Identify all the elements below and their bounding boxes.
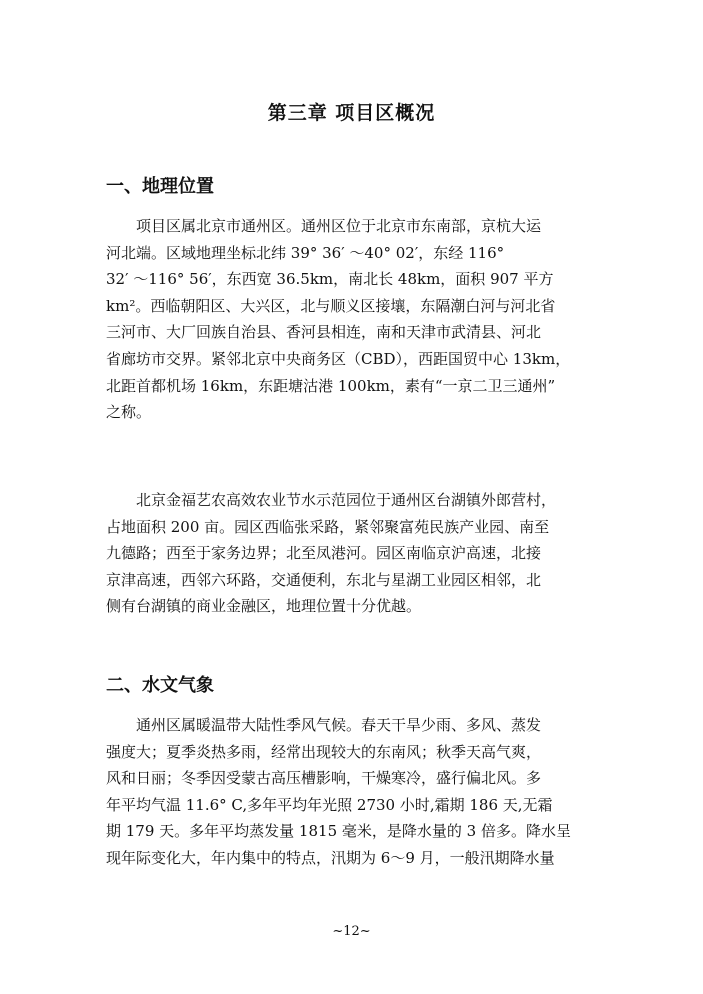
paragraph-climate-1: 通州区属暖温带大陆性季风气候。春天干旱少雨、多风、蒸发 强度大；夏季炎热多雨，经常出现较大的东南风；秋季天高气爽， 风和日丽；冬季因受蒙古高压槽影响，干燥寒冷，盛行偏北风。多 年平均气温 11.6° C,多年平均年光照 2730 小时,霜期 186 天,无霜 期 179 天。多年平均蒸发量 1815 毫米，是降水量的 3 倍多。降水呈 现年际变化大，年内集中的特点，汛期为 6～9 月，一般汛期降水量 bbox=[106, 716, 571, 867]
section-heading-location: 一、地理位置 bbox=[106, 176, 214, 197]
chapter-title: 第三章 项目区概况 bbox=[267, 102, 436, 124]
page-number: ~12~ bbox=[332, 924, 371, 939]
paragraph-location-1: 项目区属北京市通州区。通州区位于北京市东南部，京杭大运 河北端。区域地理坐标北纬 39° 36′ ～40° 02′，东经 116° 32′ ～116° 56′，东西宽 36.5km，南北长 48km，面积 907 平方 km²。西临朝阳区、大兴区，北与顺义区接壤，东隔潮白河与河北省 三河市、大厂回族自治县、香河县相连，南和天津市武清县、河北 省廊坊市交界。紧邻北京中央商务区（CBD），西距国贸中心 13km， 北距首都机场 16km，东距塘沽港 100km，素有“一京二卫三通州” 之称。 bbox=[106, 217, 571, 422]
paragraph-location-2: 北京金福艺农高效农业节水示范园位于通州区台湖镇外郎营村， 占地面积 200 亩。园区西临张采路，紧邻聚富苑民族产业园、南至 九德路；西至于家务边界；北至凤港河。园区南临京沪高速，北接 京津高速，西邻六环路，交通便利，东北与星湖工业园区相邻，北 侧有台湖镇的商业金融区，地理位置十分优越。 bbox=[106, 491, 557, 616]
section-heading-climate: 二、水文气象 bbox=[106, 675, 214, 696]
